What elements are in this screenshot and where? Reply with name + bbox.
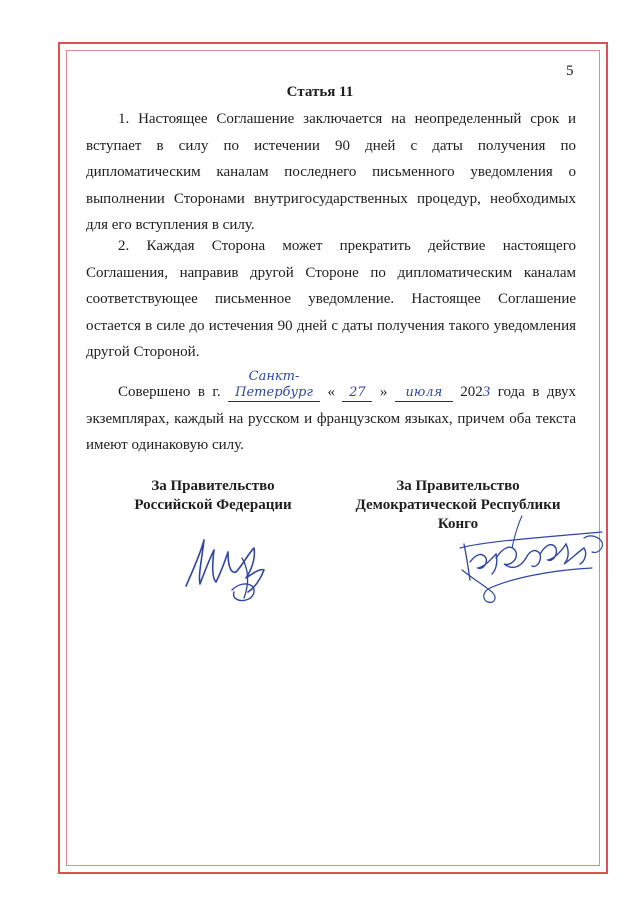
article-title: Статья 11 — [286, 84, 354, 100]
quote-close: » — [379, 384, 388, 400]
quote-open: « — [327, 384, 335, 400]
signatory-russia — [118, 477, 308, 515]
handwritten-month: июля — [395, 385, 453, 402]
handwritten-day: 27 — [342, 385, 372, 402]
completion-paragraph — [86, 369, 576, 459]
year-prefix: 202 — [460, 384, 483, 400]
signatory-drc-line2: Демократической Республики — [355, 497, 561, 513]
article-paragraph-2: 2. Каждая Сторона может прекратить действие настоящего Соглашения, направив другой Стороне по дипломатическим каналам соответствующее письменное уведомление. Настоящее Соглашение остается в силе до истечения 90 дней с даты получения такого уведомления другой Стороной. — [86, 238, 576, 360]
article-paragraph-1: 1. Настоящее Соглашение заключается на неопределенный срок и вступает в силу по истечении 90 дней с даты получения по дипломатическим каналам последнего письменного уведомления о выполнении Сторонами внутригосударственных процедур, необходимых для его вступления в силу. — [86, 111, 576, 233]
handwritten-city: Санкт-Петербург — [228, 369, 320, 402]
signatory-russia-line2: Российской Федерации — [134, 497, 292, 513]
signatory-drc-line3: Конго — [437, 516, 479, 532]
signature-russia — [176, 528, 286, 610]
completion-suffix: года в двух экземплярах, каждый на русском и французском языках, причем оба текста имеют одинаковую силу. — [86, 384, 577, 453]
handwritten-year-digit: 3 — [482, 384, 491, 400]
signature-drc — [452, 508, 612, 608]
signatory-drc-line1: За Правительство — [396, 478, 520, 494]
completion-prefix: Совершено в г. — [118, 384, 221, 400]
signatory-russia-line1: За Правительство — [151, 478, 275, 494]
page-number: 5 — [566, 63, 574, 79]
